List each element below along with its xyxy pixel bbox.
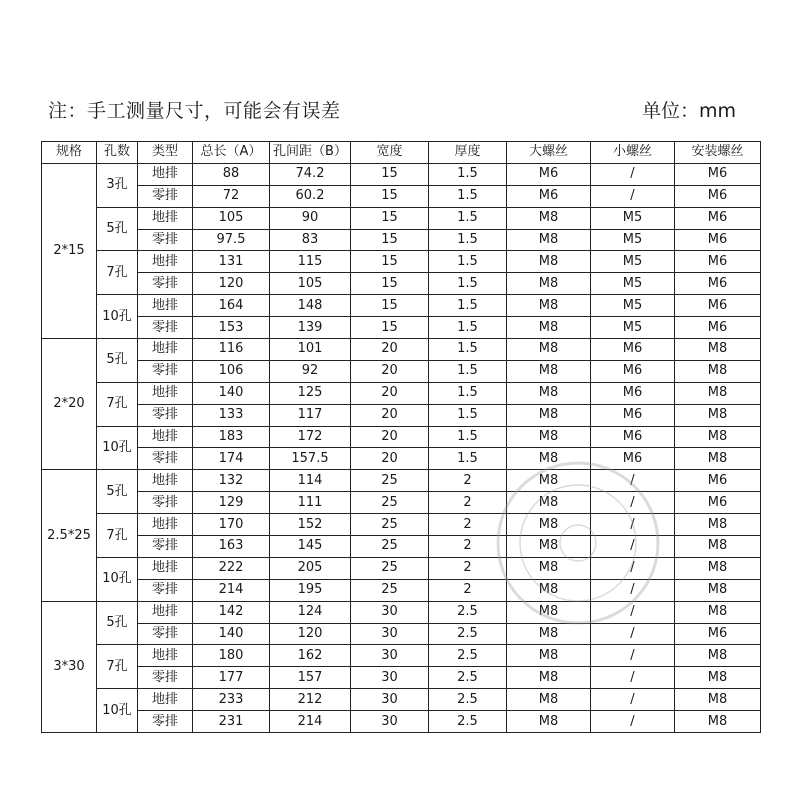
header-cell: 孔间距（B） bbox=[270, 142, 351, 164]
width-cell: 15 bbox=[351, 185, 429, 207]
table-row bbox=[42, 295, 761, 317]
small-screw-cell: M5 bbox=[591, 207, 675, 229]
total-length-cell: 106 bbox=[193, 360, 270, 382]
total-length-cell: 164 bbox=[193, 295, 270, 317]
small-screw-cell: / bbox=[591, 667, 675, 689]
mount-screw-cell: M8 bbox=[675, 579, 761, 601]
mount-screw-cell: M6 bbox=[675, 492, 761, 514]
width-cell: 30 bbox=[351, 689, 429, 711]
width-cell: 25 bbox=[351, 579, 429, 601]
thickness-cell: 1.5 bbox=[429, 251, 507, 273]
mount-screw-cell: M8 bbox=[675, 404, 761, 426]
total-length-cell: 132 bbox=[193, 470, 270, 492]
table-row bbox=[42, 382, 761, 404]
table-row bbox=[42, 492, 761, 514]
big-screw-cell: M8 bbox=[507, 229, 591, 251]
width-cell: 25 bbox=[351, 514, 429, 536]
type-cell: 地排 bbox=[138, 514, 193, 536]
mount-screw-cell: M8 bbox=[675, 711, 761, 733]
hole-spacing-cell: 92 bbox=[270, 360, 351, 382]
thickness-cell: 2.5 bbox=[429, 601, 507, 623]
table-row bbox=[42, 339, 761, 361]
big-screw-cell: M8 bbox=[507, 207, 591, 229]
type-cell: 零排 bbox=[138, 492, 193, 514]
width-cell: 15 bbox=[351, 273, 429, 295]
spec-cell: 2*20 bbox=[42, 339, 97, 470]
thickness-cell: 1.5 bbox=[429, 382, 507, 404]
table-row bbox=[42, 426, 761, 448]
total-length-cell: 133 bbox=[193, 404, 270, 426]
holes-cell: 10孔 bbox=[97, 689, 138, 733]
thickness-cell: 1.5 bbox=[429, 426, 507, 448]
hole-spacing-cell: 157 bbox=[270, 667, 351, 689]
mount-screw-cell: M8 bbox=[675, 557, 761, 579]
type-cell: 地排 bbox=[138, 295, 193, 317]
mount-screw-cell: M6 bbox=[675, 163, 761, 185]
small-screw-cell: / bbox=[591, 645, 675, 667]
header-cell: 总长（A） bbox=[193, 142, 270, 164]
type-cell: 地排 bbox=[138, 163, 193, 185]
total-length-cell: 214 bbox=[193, 579, 270, 601]
thickness-cell: 1.5 bbox=[429, 317, 507, 339]
type-cell: 零排 bbox=[138, 229, 193, 251]
small-screw-cell: M6 bbox=[591, 448, 675, 470]
small-screw-cell: / bbox=[591, 579, 675, 601]
hole-spacing-cell: 101 bbox=[270, 339, 351, 361]
table-row bbox=[42, 711, 761, 733]
width-cell: 30 bbox=[351, 711, 429, 733]
thickness-cell: 1.5 bbox=[429, 448, 507, 470]
mount-screw-cell: M8 bbox=[675, 645, 761, 667]
thickness-cell: 1.5 bbox=[429, 163, 507, 185]
holes-cell: 7孔 bbox=[97, 382, 138, 426]
type-cell: 零排 bbox=[138, 711, 193, 733]
hole-spacing-cell: 212 bbox=[270, 689, 351, 711]
spec-cell: 2.5*25 bbox=[42, 470, 97, 601]
holes-cell: 3孔 bbox=[97, 163, 138, 207]
type-cell: 零排 bbox=[138, 360, 193, 382]
big-screw-cell: M8 bbox=[507, 536, 591, 558]
mount-screw-cell: M6 bbox=[675, 273, 761, 295]
type-cell: 零排 bbox=[138, 667, 193, 689]
small-screw-cell: / bbox=[591, 601, 675, 623]
small-screw-cell: / bbox=[591, 514, 675, 536]
holes-cell: 5孔 bbox=[97, 470, 138, 514]
small-screw-cell: / bbox=[591, 470, 675, 492]
total-length-cell: 153 bbox=[193, 317, 270, 339]
mount-screw-cell: M8 bbox=[675, 536, 761, 558]
width-cell: 30 bbox=[351, 601, 429, 623]
width-cell: 15 bbox=[351, 295, 429, 317]
table-row bbox=[42, 229, 761, 251]
holes-cell: 10孔 bbox=[97, 295, 138, 339]
big-screw-cell: M8 bbox=[507, 339, 591, 361]
thickness-cell: 2.5 bbox=[429, 689, 507, 711]
small-screw-cell: / bbox=[591, 689, 675, 711]
hole-spacing-cell: 139 bbox=[270, 317, 351, 339]
spec-cell: 3*30 bbox=[42, 601, 97, 732]
width-cell: 15 bbox=[351, 207, 429, 229]
width-cell: 15 bbox=[351, 229, 429, 251]
mount-screw-cell: M8 bbox=[675, 667, 761, 689]
header-cell: 安装螺丝 bbox=[675, 142, 761, 164]
mount-screw-cell: M8 bbox=[675, 360, 761, 382]
total-length-cell: 131 bbox=[193, 251, 270, 273]
mount-screw-cell: M8 bbox=[675, 514, 761, 536]
small-screw-cell: M5 bbox=[591, 317, 675, 339]
width-cell: 20 bbox=[351, 404, 429, 426]
holes-cell: 5孔 bbox=[97, 339, 138, 383]
small-screw-cell: / bbox=[591, 163, 675, 185]
thickness-cell: 2 bbox=[429, 514, 507, 536]
table-row bbox=[42, 448, 761, 470]
small-screw-cell: M6 bbox=[591, 339, 675, 361]
hole-spacing-cell: 105 bbox=[270, 273, 351, 295]
small-screw-cell: M5 bbox=[591, 273, 675, 295]
total-length-cell: 72 bbox=[193, 185, 270, 207]
type-cell: 地排 bbox=[138, 382, 193, 404]
thickness-cell: 1.5 bbox=[429, 185, 507, 207]
total-length-cell: 97.5 bbox=[193, 229, 270, 251]
type-cell: 地排 bbox=[138, 251, 193, 273]
thickness-cell: 2.5 bbox=[429, 711, 507, 733]
small-screw-cell: / bbox=[591, 623, 675, 645]
hole-spacing-cell: 172 bbox=[270, 426, 351, 448]
thickness-cell: 1.5 bbox=[429, 360, 507, 382]
mount-screw-cell: M8 bbox=[675, 339, 761, 361]
thickness-cell: 2 bbox=[429, 492, 507, 514]
small-screw-cell: M6 bbox=[591, 360, 675, 382]
hole-spacing-cell: 145 bbox=[270, 536, 351, 558]
mount-screw-cell: M6 bbox=[675, 185, 761, 207]
type-cell: 零排 bbox=[138, 185, 193, 207]
total-length-cell: 88 bbox=[193, 163, 270, 185]
small-screw-cell: / bbox=[591, 711, 675, 733]
width-cell: 25 bbox=[351, 536, 429, 558]
width-cell: 25 bbox=[351, 470, 429, 492]
hole-spacing-cell: 83 bbox=[270, 229, 351, 251]
width-cell: 20 bbox=[351, 448, 429, 470]
header-cell: 厚度 bbox=[429, 142, 507, 164]
hole-spacing-cell: 90 bbox=[270, 207, 351, 229]
table-row bbox=[42, 601, 761, 623]
thickness-cell: 2 bbox=[429, 470, 507, 492]
holes-cell: 7孔 bbox=[97, 251, 138, 295]
table-row bbox=[42, 689, 761, 711]
big-screw-cell: M8 bbox=[507, 645, 591, 667]
small-screw-cell: / bbox=[591, 492, 675, 514]
holes-cell: 10孔 bbox=[97, 426, 138, 470]
hole-spacing-cell: 115 bbox=[270, 251, 351, 273]
type-cell: 地排 bbox=[138, 339, 193, 361]
width-cell: 20 bbox=[351, 426, 429, 448]
hole-spacing-cell: 148 bbox=[270, 295, 351, 317]
total-length-cell: 222 bbox=[193, 557, 270, 579]
mount-screw-cell: M6 bbox=[675, 229, 761, 251]
hole-spacing-cell: 125 bbox=[270, 382, 351, 404]
thickness-cell: 2.5 bbox=[429, 623, 507, 645]
thickness-cell: 1.5 bbox=[429, 295, 507, 317]
big-screw-cell: M8 bbox=[507, 689, 591, 711]
small-screw-cell: / bbox=[591, 185, 675, 207]
thickness-cell: 2 bbox=[429, 536, 507, 558]
thickness-cell: 2.5 bbox=[429, 645, 507, 667]
mount-screw-cell: M6 bbox=[675, 251, 761, 273]
measurement-note: 注：手工测量尺寸，可能会有误差 bbox=[48, 100, 341, 122]
type-cell: 零排 bbox=[138, 448, 193, 470]
spec-table bbox=[41, 141, 761, 733]
big-screw-cell: M8 bbox=[507, 711, 591, 733]
big-screw-cell: M8 bbox=[507, 295, 591, 317]
thickness-cell: 1.5 bbox=[429, 207, 507, 229]
table-row bbox=[42, 207, 761, 229]
big-screw-cell: M8 bbox=[507, 360, 591, 382]
hole-spacing-cell: 60.2 bbox=[270, 185, 351, 207]
total-length-cell: 233 bbox=[193, 689, 270, 711]
big-screw-cell: M8 bbox=[507, 404, 591, 426]
table-row bbox=[42, 185, 761, 207]
width-cell: 25 bbox=[351, 557, 429, 579]
thickness-cell: 1.5 bbox=[429, 404, 507, 426]
holes-cell: 10孔 bbox=[97, 557, 138, 601]
total-length-cell: 177 bbox=[193, 667, 270, 689]
table-row bbox=[42, 251, 761, 273]
holes-cell: 7孔 bbox=[97, 514, 138, 558]
total-length-cell: 116 bbox=[193, 339, 270, 361]
width-cell: 20 bbox=[351, 360, 429, 382]
big-screw-cell: M8 bbox=[507, 579, 591, 601]
big-screw-cell: M6 bbox=[507, 163, 591, 185]
type-cell: 零排 bbox=[138, 623, 193, 645]
width-cell: 15 bbox=[351, 251, 429, 273]
total-length-cell: 120 bbox=[193, 273, 270, 295]
big-screw-cell: M8 bbox=[507, 426, 591, 448]
hole-spacing-cell: 74.2 bbox=[270, 163, 351, 185]
table-row bbox=[42, 667, 761, 689]
table-row bbox=[42, 623, 761, 645]
mount-screw-cell: M8 bbox=[675, 448, 761, 470]
type-cell: 零排 bbox=[138, 273, 193, 295]
width-cell: 15 bbox=[351, 317, 429, 339]
width-cell: 25 bbox=[351, 492, 429, 514]
width-cell: 30 bbox=[351, 667, 429, 689]
table-row bbox=[42, 579, 761, 601]
header-cell: 类型 bbox=[138, 142, 193, 164]
mount-screw-cell: M6 bbox=[675, 295, 761, 317]
type-cell: 地排 bbox=[138, 689, 193, 711]
total-length-cell: 180 bbox=[193, 645, 270, 667]
big-screw-cell: M6 bbox=[507, 185, 591, 207]
small-screw-cell: M6 bbox=[591, 426, 675, 448]
spec-cell: 2*15 bbox=[42, 163, 97, 338]
type-cell: 零排 bbox=[138, 317, 193, 339]
total-length-cell: 183 bbox=[193, 426, 270, 448]
table-row bbox=[42, 360, 761, 382]
mount-screw-cell: M6 bbox=[675, 470, 761, 492]
big-screw-cell: M8 bbox=[507, 492, 591, 514]
table-row bbox=[42, 163, 761, 185]
type-cell: 地排 bbox=[138, 601, 193, 623]
total-length-cell: 105 bbox=[193, 207, 270, 229]
table-row bbox=[42, 536, 761, 558]
width-cell: 20 bbox=[351, 339, 429, 361]
mount-screw-cell: M6 bbox=[675, 317, 761, 339]
total-length-cell: 231 bbox=[193, 711, 270, 733]
total-length-cell: 163 bbox=[193, 536, 270, 558]
table-body bbox=[42, 163, 761, 732]
header-row bbox=[42, 142, 761, 164]
hole-spacing-cell: 214 bbox=[270, 711, 351, 733]
header-cell: 宽度 bbox=[351, 142, 429, 164]
hole-spacing-cell: 162 bbox=[270, 645, 351, 667]
small-screw-cell: M6 bbox=[591, 404, 675, 426]
thickness-cell: 2 bbox=[429, 557, 507, 579]
mount-screw-cell: M6 bbox=[675, 623, 761, 645]
type-cell: 地排 bbox=[138, 645, 193, 667]
hole-spacing-cell: 205 bbox=[270, 557, 351, 579]
holes-cell: 5孔 bbox=[97, 207, 138, 251]
table-row bbox=[42, 645, 761, 667]
big-screw-cell: M8 bbox=[507, 251, 591, 273]
big-screw-cell: M8 bbox=[507, 448, 591, 470]
table-row bbox=[42, 557, 761, 579]
big-screw-cell: M8 bbox=[507, 273, 591, 295]
big-screw-cell: M8 bbox=[507, 470, 591, 492]
type-cell: 地排 bbox=[138, 557, 193, 579]
type-cell: 零排 bbox=[138, 579, 193, 601]
big-screw-cell: M8 bbox=[507, 667, 591, 689]
hole-spacing-cell: 114 bbox=[270, 470, 351, 492]
total-length-cell: 140 bbox=[193, 382, 270, 404]
thickness-cell: 1.5 bbox=[429, 339, 507, 361]
thickness-cell: 1.5 bbox=[429, 229, 507, 251]
mount-screw-cell: M6 bbox=[675, 207, 761, 229]
small-screw-cell: M5 bbox=[591, 295, 675, 317]
hole-spacing-cell: 157.5 bbox=[270, 448, 351, 470]
hole-spacing-cell: 111 bbox=[270, 492, 351, 514]
holes-cell: 7孔 bbox=[97, 645, 138, 689]
big-screw-cell: M8 bbox=[507, 601, 591, 623]
small-screw-cell: M5 bbox=[591, 229, 675, 251]
hole-spacing-cell: 152 bbox=[270, 514, 351, 536]
width-cell: 30 bbox=[351, 645, 429, 667]
total-length-cell: 142 bbox=[193, 601, 270, 623]
type-cell: 地排 bbox=[138, 470, 193, 492]
unit-label: 单位：mm bbox=[642, 100, 737, 122]
big-screw-cell: M8 bbox=[507, 382, 591, 404]
width-cell: 20 bbox=[351, 382, 429, 404]
thickness-cell: 1.5 bbox=[429, 273, 507, 295]
hole-spacing-cell: 195 bbox=[270, 579, 351, 601]
total-length-cell: 140 bbox=[193, 623, 270, 645]
thickness-cell: 2.5 bbox=[429, 667, 507, 689]
width-cell: 15 bbox=[351, 163, 429, 185]
small-screw-cell: / bbox=[591, 536, 675, 558]
total-length-cell: 174 bbox=[193, 448, 270, 470]
big-screw-cell: M8 bbox=[507, 317, 591, 339]
small-screw-cell: M5 bbox=[591, 251, 675, 273]
mount-screw-cell: M8 bbox=[675, 689, 761, 711]
hole-spacing-cell: 124 bbox=[270, 601, 351, 623]
width-cell: 30 bbox=[351, 623, 429, 645]
type-cell: 地排 bbox=[138, 426, 193, 448]
thickness-cell: 2 bbox=[429, 579, 507, 601]
mount-screw-cell: M8 bbox=[675, 426, 761, 448]
header-cell: 大螺丝 bbox=[507, 142, 591, 164]
type-cell: 零排 bbox=[138, 536, 193, 558]
total-length-cell: 129 bbox=[193, 492, 270, 514]
mount-screw-cell: M8 bbox=[675, 382, 761, 404]
big-screw-cell: M8 bbox=[507, 623, 591, 645]
small-screw-cell: M6 bbox=[591, 382, 675, 404]
table-row bbox=[42, 404, 761, 426]
mount-screw-cell: M8 bbox=[675, 601, 761, 623]
small-screw-cell: / bbox=[591, 557, 675, 579]
hole-spacing-cell: 120 bbox=[270, 623, 351, 645]
table-row bbox=[42, 273, 761, 295]
table-row bbox=[42, 317, 761, 339]
type-cell: 零排 bbox=[138, 404, 193, 426]
holes-cell: 5孔 bbox=[97, 601, 138, 645]
header-cell: 孔数 bbox=[97, 142, 138, 164]
table-row bbox=[42, 514, 761, 536]
header-cell: 规格 bbox=[42, 142, 97, 164]
header-cell: 小螺丝 bbox=[591, 142, 675, 164]
type-cell: 地排 bbox=[138, 207, 193, 229]
big-screw-cell: M8 bbox=[507, 514, 591, 536]
total-length-cell: 170 bbox=[193, 514, 270, 536]
table-row bbox=[42, 470, 761, 492]
big-screw-cell: M8 bbox=[507, 557, 591, 579]
hole-spacing-cell: 117 bbox=[270, 404, 351, 426]
